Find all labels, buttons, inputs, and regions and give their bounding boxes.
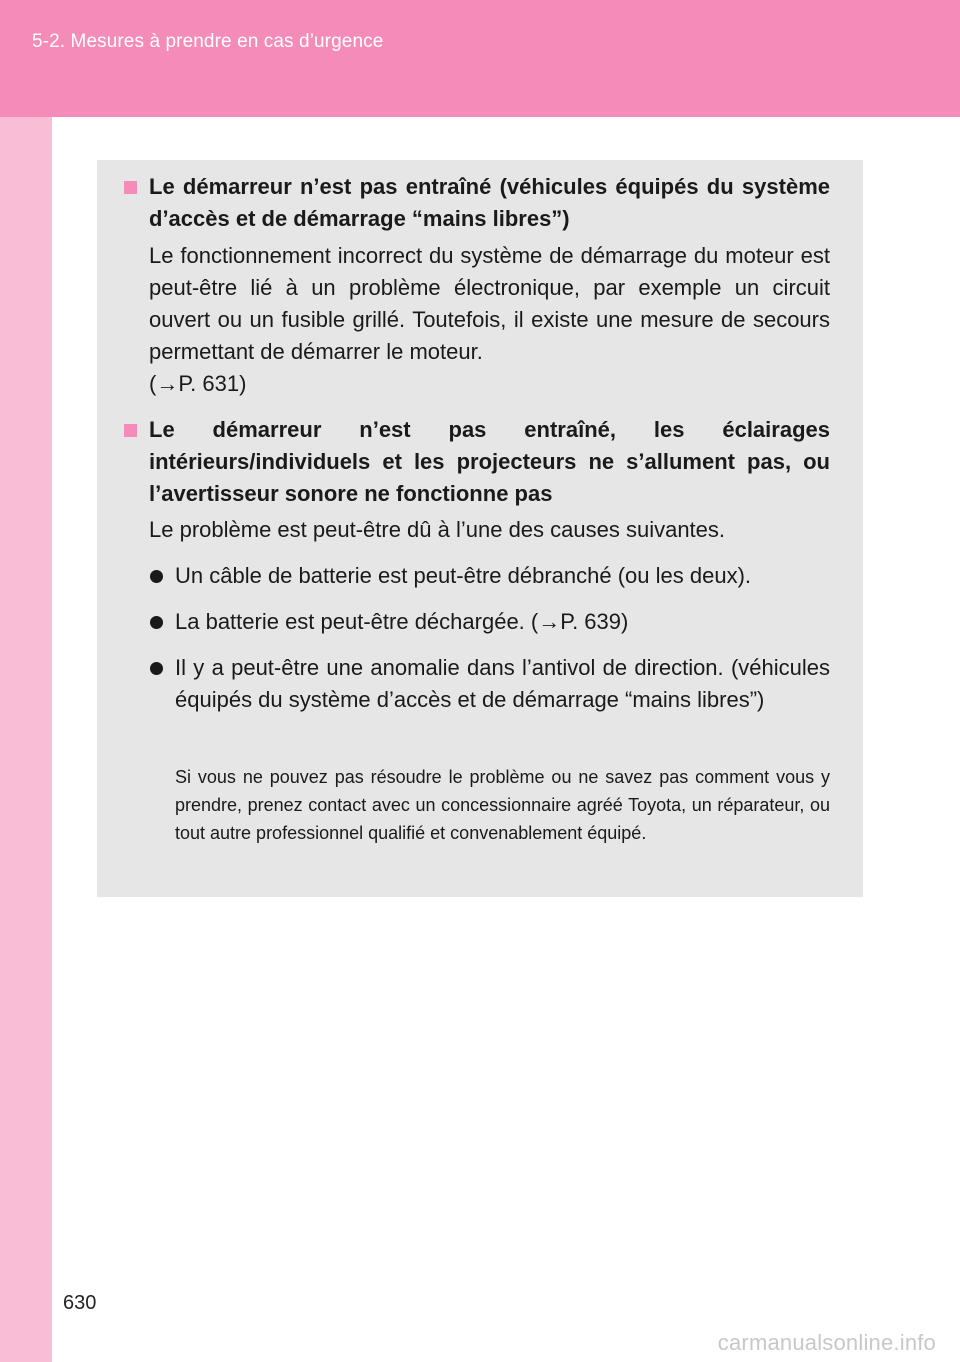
bullet-dot-icon bbox=[150, 616, 163, 629]
section-heading: Le démarreur n’est pas entraîné (véhicules équipés du système d’accès et de démarrage “mains libres”) bbox=[149, 174, 830, 231]
list-item bbox=[175, 606, 830, 638]
page-reference-link[interactable]: (→P. 631) bbox=[149, 371, 247, 396]
section-body-text: Le fonctionnement incorrect du système de démarrage du moteur est peut-être lié à un problème électronique, par exemple un circuit ouvert ou un fusible grillé. Toutefois, il existe une mesure de secours permettant de démarrer le moteur. bbox=[149, 243, 830, 364]
section-body bbox=[149, 514, 830, 546]
section-body-text: Le problème est peut-être dû à l’une des causes suivantes. bbox=[149, 517, 726, 542]
list-item-text: Un câble de batterie est peut-être débranché (ou les deux). bbox=[175, 563, 752, 588]
section-body bbox=[149, 240, 830, 400]
square-bullet-icon bbox=[124, 424, 137, 437]
square-bullet-icon bbox=[124, 181, 137, 194]
bullet-dot-icon bbox=[150, 570, 163, 583]
watermark: carmanualsonline.info bbox=[717, 1330, 936, 1355]
section-starter-hands-free bbox=[149, 171, 830, 235]
section-heading: Le démarreur n’est pas entraîné, les éclairages intérieurs/individuels et les projecteurs ne s’allument pas, ou l’avertisseur sonore ne fonctionne pas bbox=[149, 417, 830, 506]
side-strip bbox=[0, 117, 52, 1362]
chapter-title: 5-2. Mesures à prendre en cas d’urgence bbox=[32, 31, 384, 52]
list-item bbox=[175, 652, 830, 716]
page-number: 630 bbox=[63, 1292, 97, 1314]
list-item-text: Il y a peut-être une anomalie dans l’antivol de direction. (véhicules équipés du système d’accès et de démarrage “mains libres”) bbox=[175, 655, 830, 712]
advice-note: Si vous ne pouvez pas résoudre le problème ou ne savez pas comment vous y prendre, prenez contact avec un concessionnaire agréé Toyota, un réparateur, ou tout autre professionnel qualifié et convenablement équipé. bbox=[175, 767, 830, 843]
list-item-text: La batterie est peut-être déchargée. (→P. 639) bbox=[175, 609, 629, 634]
section-starter-no-lights bbox=[149, 414, 830, 510]
list-item bbox=[175, 560, 830, 592]
page-header bbox=[0, 0, 960, 117]
bullet-dot-icon bbox=[150, 662, 163, 675]
